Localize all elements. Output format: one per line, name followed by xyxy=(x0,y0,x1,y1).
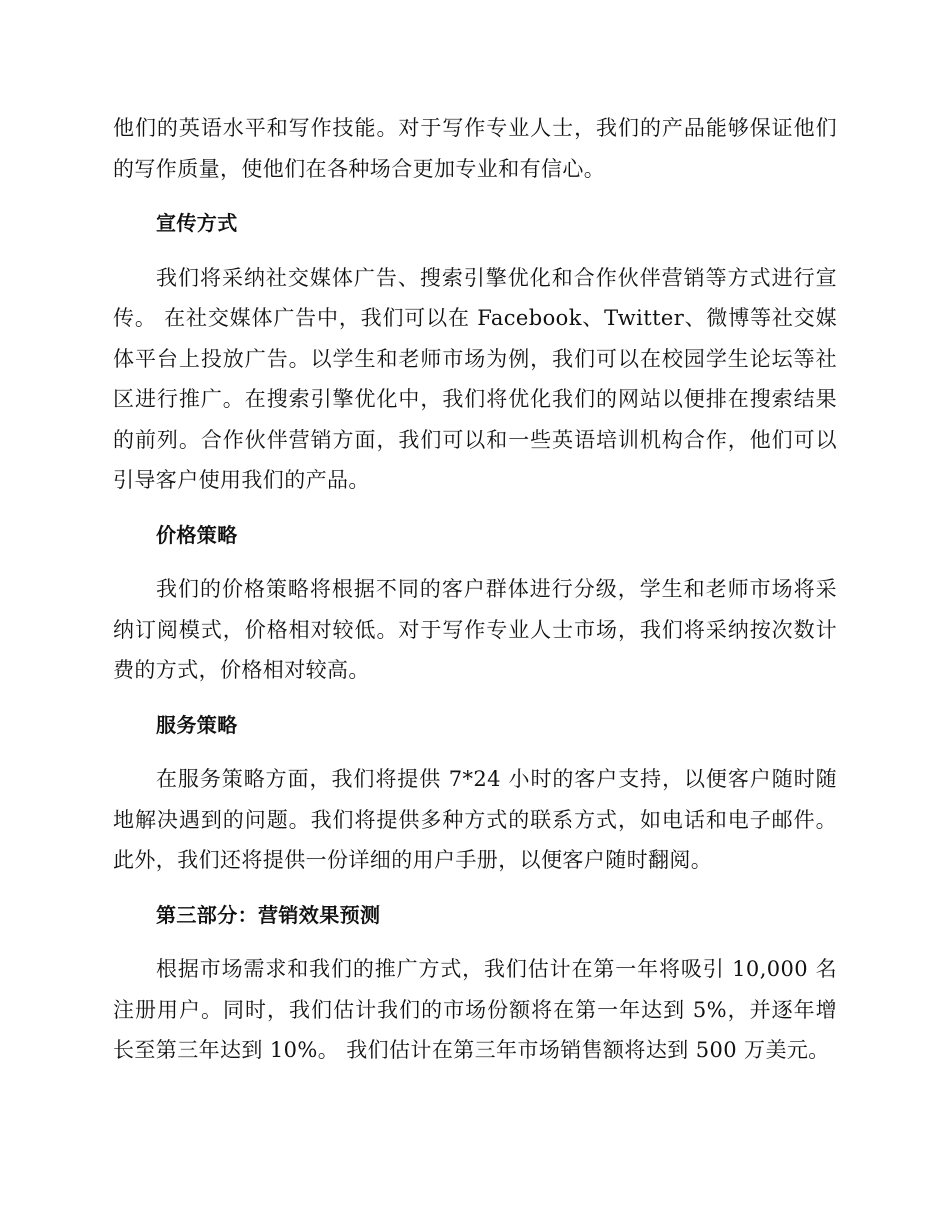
document-page xyxy=(113,108,837,1071)
section-heading-pricing: 价格策略 xyxy=(156,522,238,547)
section-paragraph-pricing: 我们的价格策略将根据不同的客户群体进行分级，学生和老师市场将采纳订阅模式，价格相对较低。对于写作专业人士市场，我们将采纳按次数计费的方式，价格相对较高。 xyxy=(113,577,837,682)
section-heading-service: 服务策略 xyxy=(156,712,238,737)
section-heading-forecast: 第三部分：营销效果预测 xyxy=(156,902,381,927)
section-heading-promotion: 宣传方式 xyxy=(156,211,238,235)
section-paragraph-service: 在服务策略方面，我们将提供 7*24 小时的客户支持，以便客户随时随地解决遇到的问题。我们将提供多种方式的联系方式，如电话和电子邮件。此外，我们还将提供一份详细的用户手册，以便客户随时翻阅。 xyxy=(113,767,837,872)
intro-paragraph: 他们的英语水平和写作技能。对于写作专业人士，我们的产品能够保证他们的写作质量，使他们在各种场合更加专业和有信心。 xyxy=(113,116,837,181)
section-paragraph-promotion: 我们将采纳社交媒体广告、搜索引擎优化和合作伙伴营销等方式进行宣传。 在社交媒体广告中，我们可以在 Facebook、Twitter、微博等社交媒体平台上投放广告。以学生和老师市场为例，我们可以在校园学生论坛等社区进行推广。在搜索引擎优化中，我们将优化我们的网站以便排在搜索结果的前列。合作伙伴营销方面，我们可以和一些英语培训机构合作，他们可以引导客户使用我们的产品。 xyxy=(113,265,837,492)
section-paragraph-forecast: 根据市场需求和我们的推广方式，我们估计在第一年将吸引 10,000 名注册用户。同时，我们估计我们的市场份额将在第一年达到 5%，并逐年增长至第三年达到 10%。 我们估计在第三年市场销售额将达到 500 万美元。 xyxy=(113,957,837,1062)
